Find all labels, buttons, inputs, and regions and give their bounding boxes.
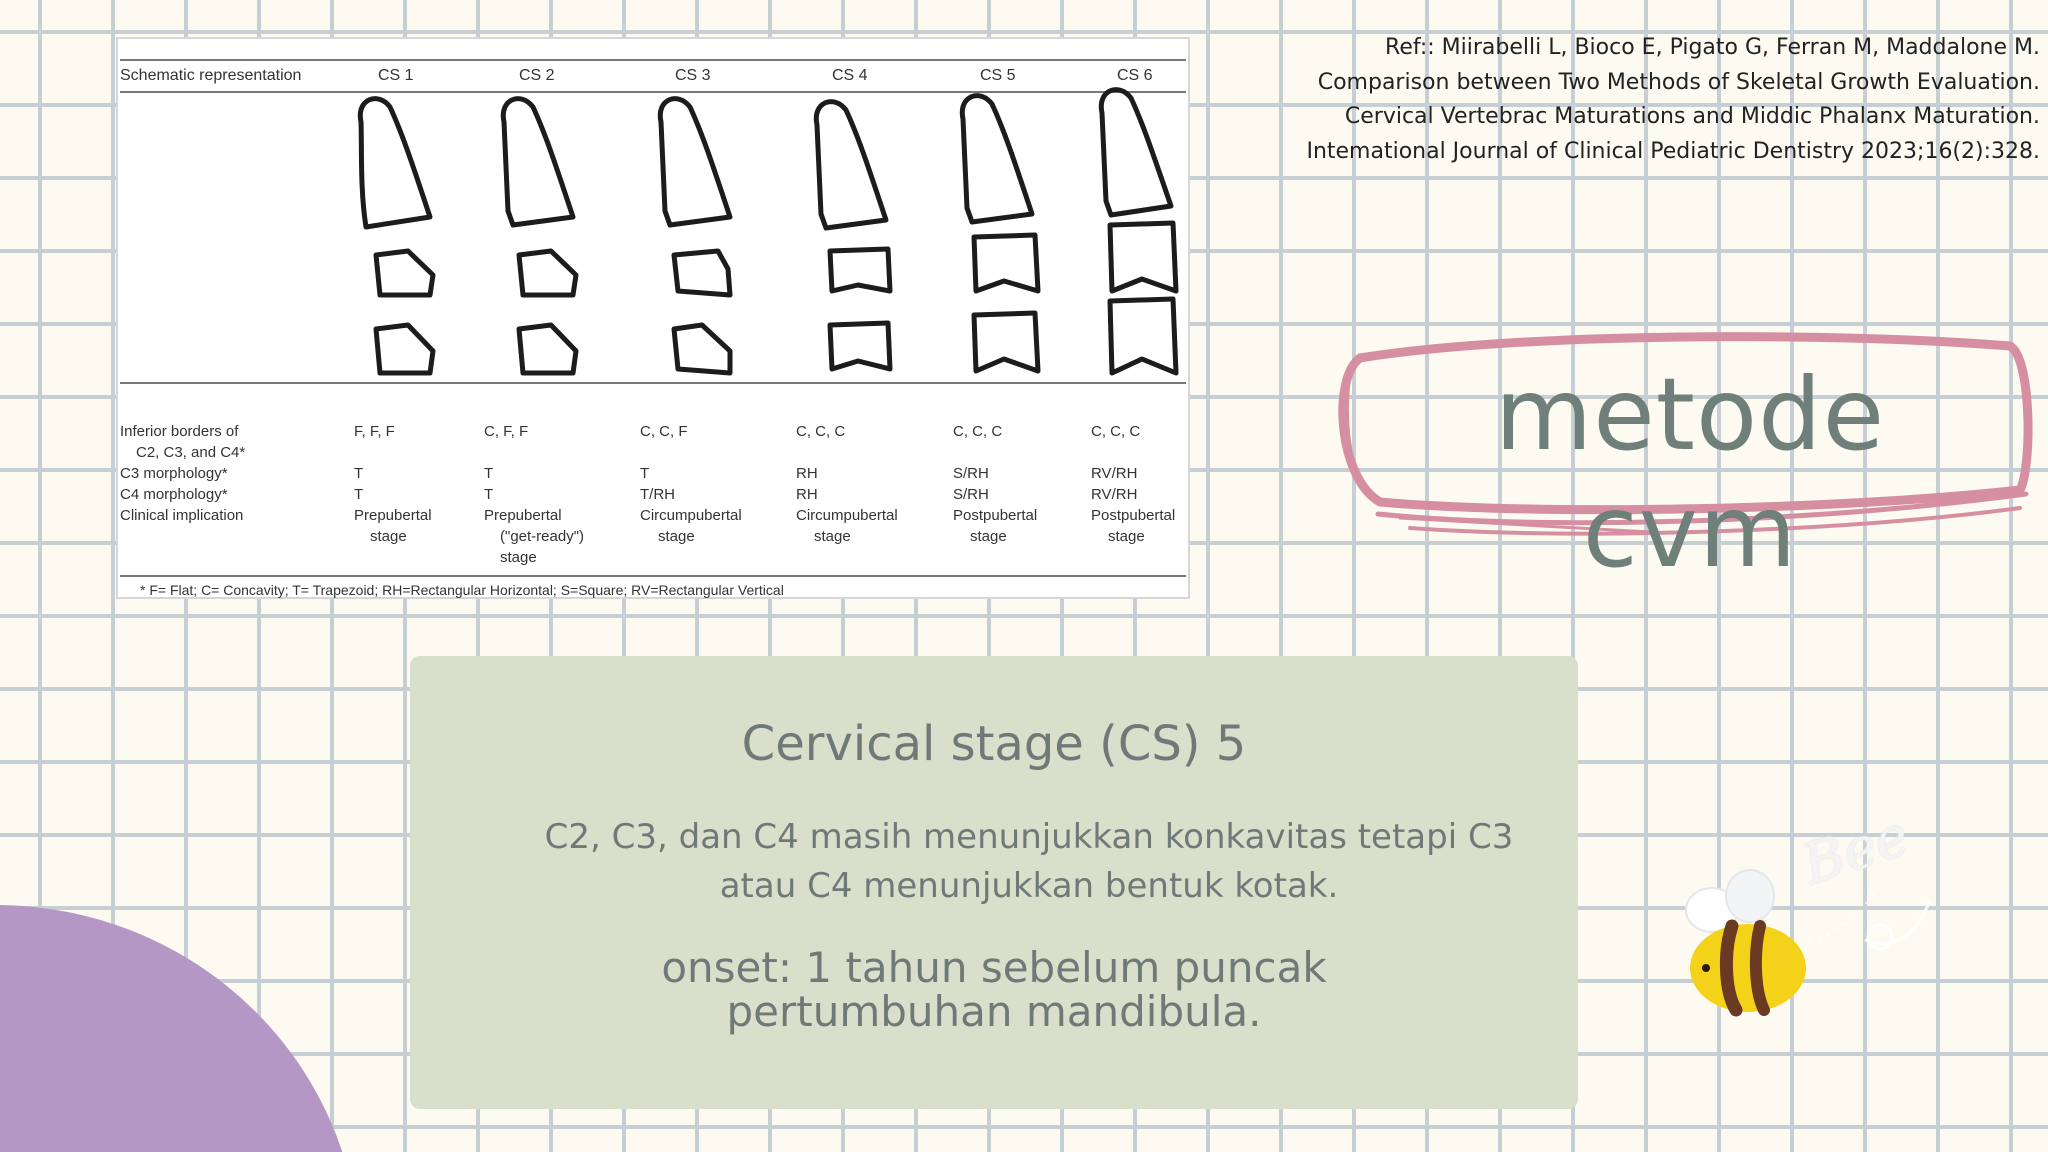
cs3-c4: T/RH (640, 486, 675, 503)
cs3-borders: C, C, F (640, 423, 688, 440)
header-stage-6: CS 6 (1117, 67, 1153, 84)
c3-body-shape (674, 251, 730, 295)
cs4-borders: C, C, C (796, 423, 846, 440)
cs5-c4: S/RH (953, 486, 989, 503)
c4-body-shape (1110, 299, 1176, 373)
c3-body-shape (974, 235, 1038, 291)
c4-body-shape (974, 313, 1038, 371)
c4-body-shape (674, 325, 730, 373)
c4-body-shape (376, 325, 433, 373)
cs6-clinical: Postpubertal (1091, 507, 1176, 524)
cs3-clinical-2: stage (658, 528, 695, 545)
label-inferior-borders-cont: C2, C3, and C4* (136, 444, 246, 461)
cs4-clinical-2: stage (814, 528, 851, 545)
label-c4-morphology: C4 morphology* (120, 486, 228, 503)
cs4-c3: RH (796, 465, 818, 482)
bee-sticker (1670, 800, 1970, 1050)
cs5-clinical-2: stage (970, 528, 1007, 545)
header-stage-1: CS 1 (378, 67, 414, 84)
header-stage-4: CS 4 (832, 67, 868, 84)
cs5-borders: C, C, C (953, 423, 1003, 440)
info-panel (410, 656, 1578, 1109)
c4-body-shape (830, 323, 890, 369)
cs4-clinical: Circumpubertal (796, 507, 898, 524)
cvm-stages-figure (116, 37, 1190, 599)
cs6-clinical-2: stage (1108, 528, 1145, 545)
header-stage-5: CS 5 (980, 67, 1016, 84)
vertebrae-cs1 (360, 99, 433, 373)
cs5-clinical: Postpubertal (953, 507, 1038, 524)
cs4-c4: RH (796, 486, 818, 503)
cs2-borders: C, F, F (484, 423, 529, 440)
c3-body-shape (830, 249, 890, 291)
onset-line-2: pertumbuhan mandibula. (726, 987, 1262, 1036)
vertebrae-cs4 (816, 102, 890, 369)
figure-bottom-rule (120, 575, 1186, 577)
figure-mid-rule (120, 382, 1186, 384)
stage-description: C2, C3, dan C4 masih menunjukkan konkavitas tetapi C3 atau C4 menunjukkan bentuk kotak. (544, 817, 1514, 906)
header-stage-3: CS 3 (675, 67, 711, 84)
vertebrae-cs3 (660, 99, 730, 373)
c2-odontoid-shape (503, 99, 573, 225)
c2-odontoid-shape (1101, 90, 1171, 215)
cs2-clinical-3: stage (500, 549, 537, 566)
cs6-c3: RV/RH (1091, 465, 1138, 482)
c3-body-shape (376, 251, 433, 295)
cs2-clinical: Prepubertal (484, 507, 562, 524)
vertebrae-cs5 (962, 96, 1038, 371)
cs3-clinical: Circumpubertal (640, 507, 742, 524)
reference-line-1: Ref:: Miirabelli L, Bioco E, Pigato G, Ferran M, Maddalone M. (1385, 35, 2040, 60)
reference-line-3: Cervical Vertebrac Maturations and Middic Phalanx Maturation. (1344, 104, 2040, 129)
c2-odontoid-shape (962, 96, 1032, 222)
onset-text (470, 943, 1518, 1036)
cs3-c3: T (640, 465, 650, 482)
header-stage-2: CS 2 (519, 67, 555, 84)
cs1-borders: F, F, F (354, 423, 395, 440)
label-clinical-implication: Clinical implication (120, 507, 244, 524)
cs1-clinical-2: stage (370, 528, 407, 545)
page-title: metode cvm (1494, 356, 1886, 590)
c2-odontoid-shape (660, 99, 730, 225)
c2-odontoid-shape (816, 102, 886, 228)
cs2-c4: T (484, 486, 494, 503)
cs1-c3: T (354, 465, 364, 482)
c3-body-shape (519, 251, 576, 295)
cs1-clinical: Prepubertal (354, 507, 432, 524)
stage-heading: Cervical stage (CS) 5 (741, 716, 1247, 772)
cs2-clinical-2: ("get-ready") (500, 528, 585, 545)
c4-body-shape (519, 325, 576, 373)
onset-line-1: onset: 1 tahun sebelum puncak (661, 943, 1327, 992)
purple-blob-decoration (0, 905, 360, 1152)
cs6-borders: C, C, C (1091, 423, 1141, 440)
figure-footnote: * F= Flat; C= Concavity; T= Trapezoid; RH=Rectangular Horizontal; S=Square; RV=Rectangular Vertical (140, 582, 784, 598)
vertebrae-schematics (118, 39, 1192, 379)
title-block (1320, 318, 2040, 590)
cs2-c3: T (484, 465, 494, 482)
reference-citation (1220, 31, 2040, 169)
vertebrae-cs2 (503, 99, 576, 373)
cs6-c4: RV/RH (1091, 486, 1138, 503)
header-row-label: Schematic representation (120, 67, 302, 84)
cs5-c3: S/RH (953, 465, 989, 482)
label-c3-morphology: C3 morphology* (120, 465, 228, 482)
vertebrae-cs6 (1101, 90, 1176, 373)
c2-odontoid-shape (360, 99, 430, 227)
cs1-c4: T (354, 486, 364, 503)
reference-line-4: Intemational Journal of Clinical Pediatric Dentistry 2023;16(2):328. (1306, 138, 2040, 164)
bee-sticker-text: Bee (1794, 802, 1917, 899)
c3-body-shape (1110, 223, 1176, 291)
reference-line-2: Comparison between Two Methods of Skeletal Growth Evaluation. (1317, 69, 2040, 95)
label-inferior-borders: Inferior borders of (120, 423, 239, 440)
